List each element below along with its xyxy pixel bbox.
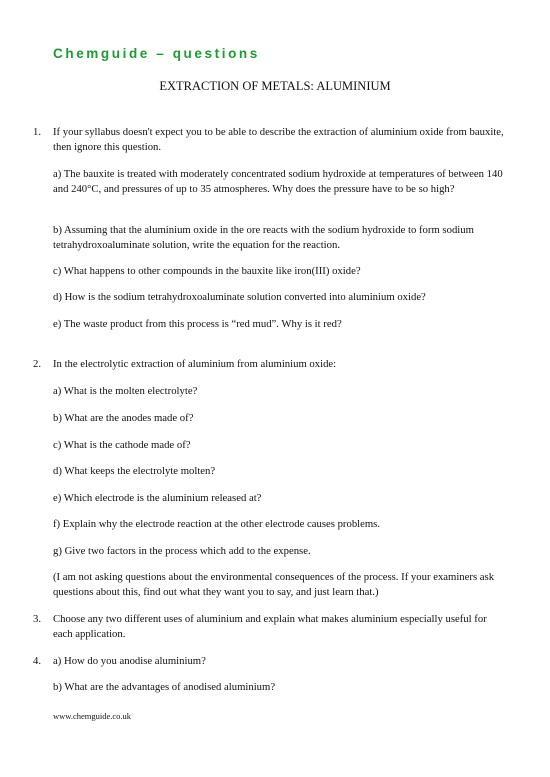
question-part: d) What keeps the electrolyte molten?: [53, 465, 216, 477]
question-text: If your syllabus doesn't expect you to be able to describe the extraction of aluminium oxide from bauxite, then ignore this question.: [53, 126, 504, 153]
question-part: e) The waste product from this process is “red mud”. Why is it red?: [53, 318, 342, 330]
question-part: c) What happens to other compounds in the bauxite like iron(III) oxide?: [53, 265, 361, 277]
question-part: a) The bauxite is treated with moderately concentrated sodium hydroxide at temperatures of between 140 and 240°C, and pressures of up to 35 atmospheres. Why does the pressure have to be so high?: [53, 168, 503, 195]
site-brand-heading: Chemguide – questions: [53, 46, 260, 61]
question-text: Choose any two different uses of aluminium and explain what makes aluminium especially useful for each application.: [53, 613, 487, 640]
question-number: 1.: [33, 126, 42, 138]
question-number: 4.: [33, 655, 42, 667]
question-part: d) How is the sodium tetrahydroxoaluminate solution converted into aluminium oxide?: [53, 291, 426, 303]
question-text: a) How do you anodise aluminium?: [53, 655, 206, 667]
question-number: 2.: [33, 358, 42, 370]
question-part: g) Give two factors in the process which add to the expense.: [53, 545, 311, 557]
question-part: a) What is the molten electrolyte?: [53, 385, 198, 397]
question-part: b) What are the advantages of anodised aluminium?: [53, 681, 276, 693]
question-part: f) Explain why the electrode reaction at the other electrode causes problems.: [53, 518, 381, 530]
footer-url: www.chemguide.co.uk: [53, 711, 132, 721]
question-note: (I am not asking questions about the environmental consequences of the process. If your examiners ask questions about this, find out what they want you to say, and just learn that.): [53, 571, 495, 598]
page-title: EXTRACTION OF METALS: ALUMINIUM: [159, 79, 391, 93]
question-number: 3.: [33, 613, 42, 625]
question-text: In the electrolytic extraction of aluminium from aluminium oxide:: [53, 358, 337, 370]
question-part: b) Assuming that the aluminium oxide in the ore reacts with the sodium hydroxide to form sodium tetrahydroxoaluminate solution, write the equation for the reaction.: [53, 224, 474, 251]
question-part: b) What are the anodes made of?: [53, 412, 194, 424]
question-part: c) What is the cathode made of?: [53, 439, 191, 451]
question-part: e) Which electrode is the aluminium released at?: [53, 492, 262, 504]
